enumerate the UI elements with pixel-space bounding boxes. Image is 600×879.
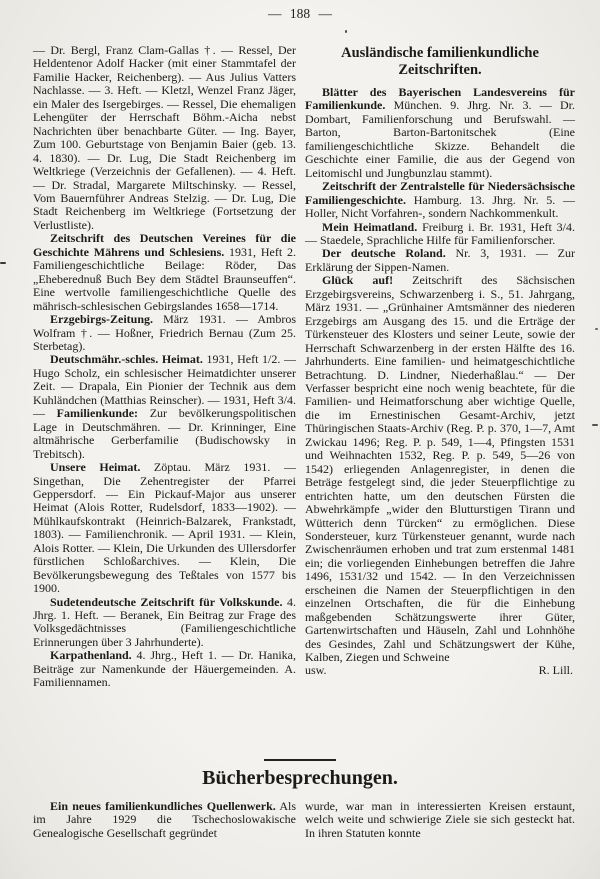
page-number: — 188 — <box>268 6 332 21</box>
scan-artifact <box>0 262 6 264</box>
journal-entry: Karpathenland. 4. Jhrg., Heft 1. — Dr. Hanika, Beiträge zur Namenkunde der Häuergemeinden. A. Familiennamen. <box>33 648 296 690</box>
review-paragraph: Ein neues familienkundliches Quellenwerk. Als im Jahre 1929 die Tschechoslowakische Genealogische Gesellschaft gegründet <box>33 799 296 840</box>
journal-entry-continuation: — Dr. Bergl, Franz Clam-Gallas †. — Ressel, Der Heldentenor Adolf Hacker (mit einer Stammtafel der Familie Hacker, Reichenberg). — Aus Julius Vatters Nachlasse. — 3. Heft. — Kletzl, Wenzel Franz Jäger, ein Maler des Isergebirges. — Ressel, Die ehemaligen Lehengüter der Herrschaft Böhm.-Aicha nebst Nachrichten über benachbarte Güter. — Ing. Bayer, Zum 100. Geburtstage von Benjamin Baier (geb. 13. 4. 1830). — Dr. Lug, Die Stadt Reichenberg im Weltkriege (Verzeichnis der Gefallenen). — 4. Heft. — Dr. Stradal, Margarete Miltschinsky. — Ressel, Vom Bauernführer Andreas Stelzig. — Dr. Lug, Die Stadt Reichenberg im Weltkriege (Fortsetzung der Verlustliste). <box>33 43 296 232</box>
scan-artifact <box>595 328 598 330</box>
review-paragraph-continuation: wurde, war man in interessierten Kreisen erstaunt, welch weite und schwierige Ziele sie sich gesteckt hat. In ihren Statuten konnte <box>305 799 575 840</box>
journal-entry: Deutschmähr.-schles. Heimat. 1931, Heft 1/2. — Hugo Scholz, ein schlesischer Heimatdichter unserer Zeit. — Drapala, Ein Pionier der Technik aus dem Kuhländchen (Matthias Reinscher). — 1931, Heft 3/4. — Familienkunde: Zur bevölkerungspolitischen Lage in Deutschmähren. — Dr. Krinninger, Eine altmährische Gerberfamilie (Budischowsky in Trebitsch). <box>33 352 297 461</box>
journal-entry: Zeitschrift des Deutschen Vereines für die Geschichte Mährens und Schlesiens. 1931, Heft 2. Familiengeschichtliche Beilage: Röder, Das „Eheberednuß Buch Bey dem Städtel Braunseuffen“. Eine wertvolle familiengeschichtliche Quelle des mährisch-schlesischen Gebirgslandes 1658—1714. <box>33 231 296 313</box>
scan-artifact <box>345 30 347 33</box>
section-divider <box>264 759 336 761</box>
journal-entry: Blätter des Bayerischen Landesvereins für Familienkunde. München. 9. Jhrg. Nr. 3. — Dr. Dombart, Familienforschung und Berufswahl. — Barton, Barton-Bartonitschek (Eine familiengeschichtliche Skizze. Behandelt die Geschichte einer Familie, die aus der Gegend von Leitomischl und Jungbunzlau stammt). <box>305 85 575 180</box>
journal-entry: Mein Heimatland. Freiburg i. Br. 1931, Heft 3/4. — Staedele, Sprachliche Hilfe für Familienforscher. <box>305 219 575 247</box>
right-column <box>305 44 575 690</box>
journal-entry: Glück auf! Zeitschrift des Sächsischen Erzgebirgsvereins, Schwarzenberg i. S., 51. Jahrgang, März 1931. — „Grünhainer Amtsmänner des niederen Erzgebirgs am Ausgang des 15. und die Erträge der Türkensteuer des Klosters und seiner Leute, sowie der Herrschaft Schwarzenberg in der ersten Hälfte des 16. Jahrhunderts. Eine familien- und heimatgeschichtliche Betrachtung. D. Lindner, Niederhaßlau.“ — Der Verfasser bespricht eine noch wenig beachtete, für die Familien- und Heimatforschung aber wichtige Quelle, die im Ernestinischen Gesamt-Archiv, jetzt Thüringischen Staats-Archiv (Reg. P. p. 370, 1—7, Amt Zwickau 1496; Reg. P. p. 549, 1—4, Pfingsten 1531 und Weihnachten 1532, Reg. P. p. 549, 5—26 von 1542) erliegenden Anlagenregister, in denen die Beträge festgelegt sind, die jeder Steuerpflichtige zu entrichten hatte, um den deutschen Fürsten die Abwehrkämpfe „wider den Blutturstigen Tirann und Wütterich denn Türcken“ zu ermöglichen. Diese Sondersteuer, kurz Türkensteuer genannt, wurde nach Zwischenräumen erhoben und trat zum erstenmal 1481 ein; die vorliegenden Einhebungen betreffen die Jahre 1496, 1531/32 und 1542. — In den Verzeichnissen erscheinen die Namen der Steuerpflichtigen in den einzelnen Ortschaften, die für die Einhebung maßgebenden Schätzungswerte ihrer Güter, Gartenwirtschaften und Häuseln, Zahl und Lohnhöhe des Gesindes, Zahl und Schätzungswert der Kühe, Kalben, Ziegen und Schweine <box>305 273 575 665</box>
scan-artifact <box>592 424 598 426</box>
book-reviews-heading: Bücherbesprechungen. <box>202 767 398 789</box>
foreign-journals-heading: Ausländische familienkundliche Zeitschriften. <box>341 45 539 78</box>
book-reviews-columns <box>33 800 575 840</box>
journal-entry: Zeitschrift der Zentralstelle für Niedersächsische Familiengeschichte. Hamburg. 13. Jhrg. Nr. 5. — Holler, Nicht Vorfahren-, sondern Nachkommenkult. <box>305 179 575 221</box>
signature-line <box>305 664 575 677</box>
main-columns <box>33 44 575 690</box>
reviewer-signature: R. Lill. <box>538 663 573 678</box>
journal-entry: Sudetendeutsche Zeitschrift für Volkskunde. 4. Jhrg. 1. Heft. — Beranek, Ein Beitrag zur Frage des Volksgedächtnisses (Familiengeschichtliche Erinnerungen über 3 Jahrhunderte). <box>33 594 296 649</box>
closing-abbreviation: usw. <box>305 663 327 678</box>
left-column <box>33 44 296 690</box>
journal-entry: Erzgebirgs-Zeitung. März 1931. — Ambros Wolfram †. — Hoßner, Friedrich Bernau (Zum 25. Sterbetag). <box>33 312 296 353</box>
journal-entry: Unsere Heimat. Zöptau. März 1931. — Singethan, Die Zehentregister der Pfarrei Geppersdorf. — Ein Pickauf-Major aus unserer Heimat (Alois Rotter, Rudelsdorf, 1833—1902). — Mühlkaufskontrakt (Heinrich-Balzarek, Frankstadt, 1803). — Familienchronik. — April 1931. — Klein, Alois Rotter. — Klein, Die Urkunden des Ullersdorfer fürstlichen Schloßarchives. — Klein, Die Bevölkerungsbewegung des Teßtales von 1577 bis 1900. <box>33 460 296 596</box>
journal-entry: Der deutsche Roland. Nr. 3, 1931. — Zur Erklärung der Sippen-Namen. <box>305 246 575 274</box>
